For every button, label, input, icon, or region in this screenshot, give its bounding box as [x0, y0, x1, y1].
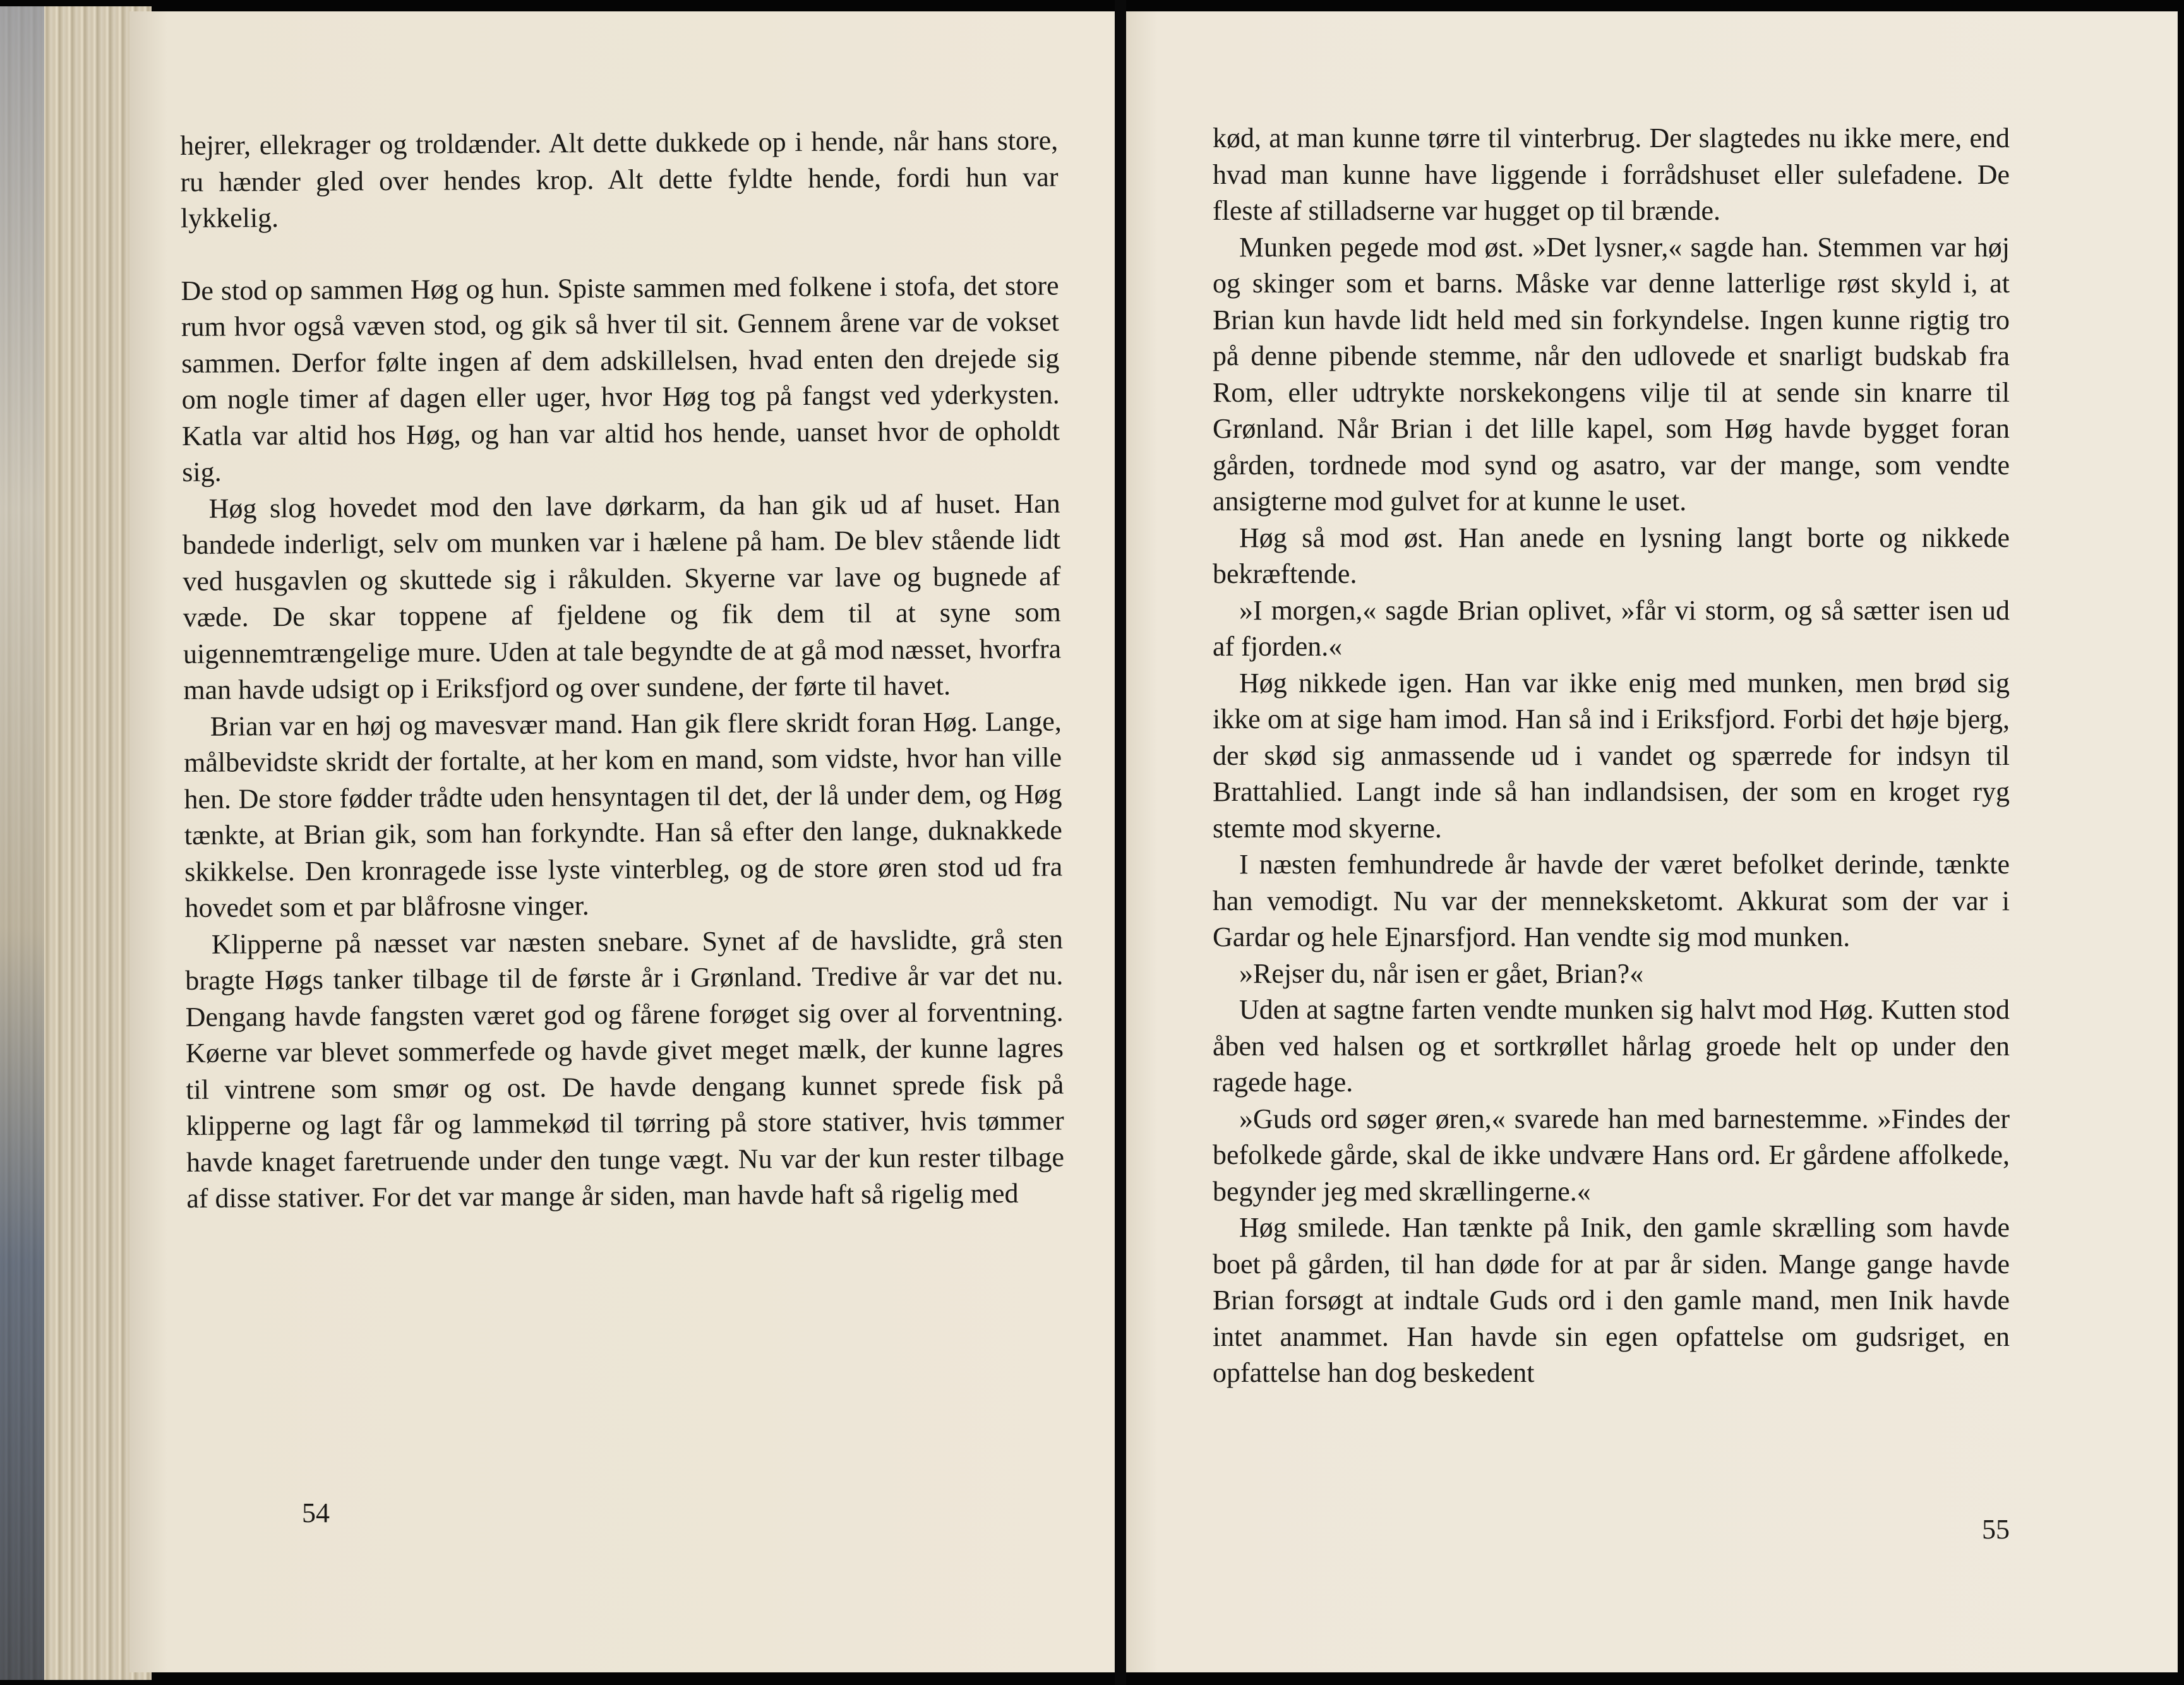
paragraph: De stod op sammen Høg og hun. Spiste sammen med folkene i stofa, det store rum hvor også væven stod, og gik så hver til sit. Gennem årene var de vokset sammen. Derfor følte ingen af dem adskillelsen, hvad enten den drejede sig om nogle timer af dagen eller uger, hvor Høg tog på fangst ved yderkysten. Katla var altid hos Høg, og han var altid hos hende, uanset hvor de opholdt sig. [181, 270, 1060, 488]
paragraph: »Guds ord søger øren,« svarede han med barnestemme. »Findes der befolkede gårde, skal de ikke undvære Hans ord. Er gårdene affolkede, begynder jeg med skrællingerne.« [1213, 1103, 2010, 1207]
cover-edge [0, 6, 44, 1680]
page-number: 55 [1982, 1514, 2010, 1545]
paragraph: Høg nikkede igen. Han var ikke enig med munken, men brød sig ikke om at sige ham imod. Han så ind i Eriksfjord. Forbi det høje bjerg, der skød sig anmassende ud i vandet og spærrede for indsyn til Brattahlied. Langt inde så han indlandsisen, der som en kroget ryg stemte mod skyerne. [1213, 667, 2010, 844]
paragraph: Klipperne på næsset var næsten snebare. Synet af de havslidte, grå sten bragte Høgs tanker tilbage til de første år i Grønland. Tredive år var det nu. Dengang havde fangsten været god og fårene forøget sig over al forventning. Køerne var blevet sommerfede og havde givet meget mælk, der kunne lagres til vintrene som smør og ost. De havde dengang kunnet sprede fisk på klipperne og lagt får og lammekød til tørring på store stativer, hvis tømmer havde knaget faretruende under den tunge vægt. Nu var der kun rester tilbage af disse stativer. For det var mange år siden, man havde haft så rigelig med [185, 923, 1065, 1214]
paragraph: Brian var en høj og mavesvær mand. Han gik flere skridt foran Høg. Lange, målbevidste skridt der fortalte, at her kom en mand, som vidste, hvor han ville hen. De store fødder trådte uden hensyntagen til det, der lå under dem, og Høg tænkte, at Brian gik, som han forkyndte. Han så efter den lange, duknakkede skikkelse. Den kronragede isse lyste vinterbleg, og de store øren stod ud fra hovedet som et par blåfrosne vinger. [183, 705, 1063, 923]
paragraph: kød, at man kunne tørre til vinterbrug. Der slagtedes nu ikke mere, end hvad man kunne have liggende i forrådshuset eller sulefadene. De fleste af stilladserne var hugget op til brænde. [1213, 123, 2010, 226]
paragraph: hejrer, ellekrager og troldænder. Alt dette dukkede op i hende, når hans store, ru hænder gled over hendes krop. Alt dette fyldte hende, fordi hun var lykkelig. [180, 124, 1059, 234]
gutter [1115, 0, 1126, 1685]
paragraph: Høg smilede. Han tænkte på Inik, den gamle skrælling som havde boet på gården, til han døde for at par år siden. Mange gange havde Brian forsøgt at indtale Guds ord i den gamle mand, men Inik havde intet anammet. Han havde sin egen opfattelse om gudsriget, en opfattelse han dog beskedent [1213, 1212, 2010, 1388]
right-page-text [1213, 120, 2010, 1391]
paragraph: »I morgen,« sagde Brian oplivet, »får vi storm, og så sætter isen ud af fjorden.« [1213, 594, 2010, 662]
page-number: 54 [302, 1497, 330, 1528]
paragraph: Høg slog hovedet mod den lave dørkarm, da han gik ud af huset. Han bandede inderligt, selv om munken var i hælene på ham. De blev stående lidt ved husgavlen og skuttede sig i råkulden. Skyerne var lave og bugnede af væde. De skar toppene af fjeldene og fik dem til at syne som uigennemtrængelige mure. Uden at tale begyndte de at gå mod næsset, hvorfra man havde udsigt op i Eriksfjord og over sundene, der førte til havet. [182, 487, 1062, 705]
paragraph: Uden at sagtne farten vendte munken sig halvt mod Høg. Kutten stod åben ved halsen og et sortkrøllet hårlag groede helt op under den ragede hage. [1213, 994, 2010, 1098]
paragraph: Munken pegede mod øst. »Det lysner,« sagde han. Stemmen var høj og skinger som et barns. Måske var denne latterlige røst skyld i, at Brian kun havde lidt held med sin forkyndelse. Ingen kunne rigtig tro på denne pibende stemme, når den udlovede et snarligt budskab fra Rom, eller udtrykte norskekongens vilje til at sende sin knarre til Grønland. Når Brian i det lille kapel, som Høg havde bygget foran gården, tordnede mod synd og asatro, var der mange, som vendte ansigterne mod gulvet for at kunne le uset. [1213, 231, 2010, 517]
paragraph: Høg så mod øst. Han anede en lysning langt borte og nikkede bekræftende. [1213, 522, 2010, 589]
paragraph: I næsten femhundrede år havde der været befolket derinde, tænkte han vemodigt. Nu var der menneksketomt. Akkurat som der var i Gardar og hele Ejnarsfjord. Han vendte sig mod munken. [1213, 849, 2010, 952]
paragraph: »Rejser du, når isen er gået, Brian?« [1239, 957, 1644, 989]
left-page-text [180, 123, 1065, 1217]
